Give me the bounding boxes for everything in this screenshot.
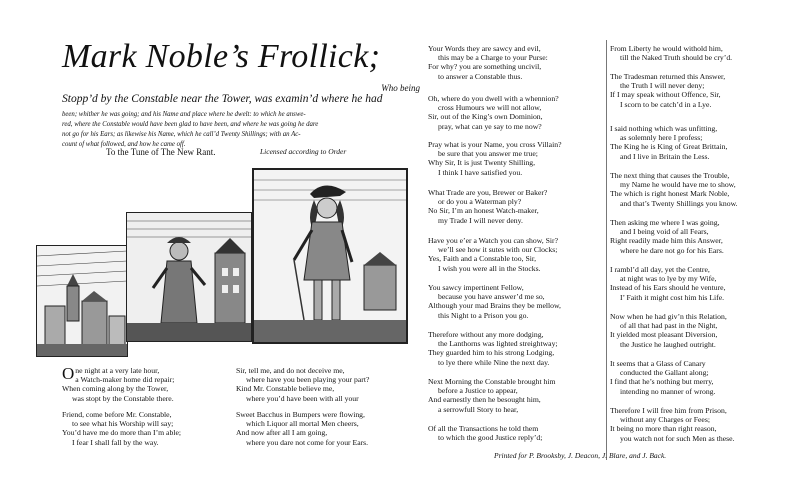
verse-line: be sure that you answer me true; bbox=[438, 149, 538, 159]
verse-line: a serrowfull Story to hear, bbox=[438, 404, 519, 414]
verse-line: ne night at a very late hour, bbox=[75, 366, 160, 375]
verse-line: my Trade I will never deny. bbox=[438, 215, 523, 225]
verse-line: You’d have me do more than I’m able; bbox=[62, 428, 181, 438]
verse-line: For why? you are something uncivil, bbox=[428, 62, 542, 72]
verse-line: No Sir, I’m an honest Watch-maker, bbox=[428, 206, 539, 216]
stanza bbox=[610, 359, 715, 396]
verse-line: Yes, Faith and a Constable too, Sir, bbox=[428, 254, 537, 264]
verse-line: I wish you were all in the Stocks. bbox=[438, 263, 541, 273]
verse-line: the Justice he laughed outright. bbox=[620, 339, 716, 349]
verse-line: Next Morning the Constable brought him bbox=[428, 377, 556, 386]
verse-line: pray, what can ye say to me now? bbox=[438, 121, 542, 131]
verse-line: which Liquor all mortal Men cheers, bbox=[246, 419, 359, 429]
verse-line: before a Justice to appear, bbox=[438, 386, 518, 396]
verse-line: cross Humours we will not allow, bbox=[438, 103, 542, 113]
description-line: count of what followed, and how he came off. bbox=[62, 141, 186, 148]
who-being-line: Who being bbox=[381, 83, 420, 93]
verse-line: You sawcy impertinent Fellow, bbox=[428, 283, 524, 292]
stanza bbox=[62, 410, 181, 447]
verse-line: where you dare not come for your Ears. bbox=[246, 437, 369, 447]
stanza bbox=[610, 265, 726, 302]
verse-line: I’ Faith it might cost him his Life. bbox=[620, 292, 725, 302]
verse-line: Sir, out of the King’s own Dominion, bbox=[428, 112, 543, 122]
license-line: Licensed according to Order bbox=[260, 147, 347, 156]
verse-line: my Name he would have me to show, bbox=[620, 180, 736, 190]
verse-line: It being no more than right reason, bbox=[610, 424, 717, 434]
column-divider bbox=[606, 40, 607, 460]
verse-line: to lye there while Nine the next day. bbox=[438, 357, 550, 367]
verse-line: or do you a Waterman ply? bbox=[438, 197, 522, 207]
verse-line: The next thing that causes the Trouble, bbox=[610, 171, 730, 180]
verse-line: And earnestly then he besought him, bbox=[428, 395, 541, 405]
verse-line: The which is right honest Mark Noble, bbox=[610, 189, 730, 199]
verse-line: I scorn to be catch’d in a Lye. bbox=[620, 99, 712, 109]
verse-line: the Truth I will never deny; bbox=[620, 81, 705, 91]
stanza bbox=[610, 218, 724, 255]
verse-line: where he dare not go for his Ears. bbox=[620, 245, 724, 255]
verse-line: Now when he had giv’n this Relation, bbox=[610, 312, 727, 321]
verse-line: When coming along by the Tower, bbox=[62, 384, 169, 394]
verse-line: Although your mad Brains they be mellow, bbox=[428, 301, 561, 311]
verse-line: this Night to a Prison you go. bbox=[438, 310, 529, 320]
ballad-title: Mark Noble’s Frollick; bbox=[62, 38, 381, 75]
verse-line: Then asking me where I was going, bbox=[610, 218, 720, 227]
stanza bbox=[428, 94, 559, 131]
verse-line: intending no manner of wrong. bbox=[620, 386, 716, 396]
verse-line: From Liberty he would withold him, bbox=[610, 44, 723, 53]
woodcut-town bbox=[36, 245, 128, 357]
stanza bbox=[428, 236, 558, 273]
stanza bbox=[610, 124, 727, 161]
printer-imprint: Printed for P. Brooksby, J. Deacon, J. Blare, and J. Back. bbox=[494, 451, 667, 460]
stanza bbox=[610, 171, 738, 208]
stanza bbox=[236, 366, 369, 403]
verse-line: The King he is King of Great Brittain, bbox=[610, 142, 728, 152]
ballad-subtitle: Stopp’d by the Constable near the Tower, was examin’d where he had bbox=[62, 93, 383, 105]
stanza bbox=[428, 377, 555, 414]
verse-line: I think I have satisfied you. bbox=[438, 167, 523, 177]
stanza bbox=[428, 283, 561, 320]
woodcut-gentleman bbox=[252, 168, 408, 344]
verse-line: the Lanthorns was lighted streightway; bbox=[438, 339, 558, 349]
verse-line: Friend, come before Mr. Constable, bbox=[62, 410, 172, 419]
stanza bbox=[428, 330, 558, 367]
verse-line: It yielded most pleasant Diversion, bbox=[610, 330, 718, 340]
verse-line: as solemnly here I profess; bbox=[620, 133, 703, 143]
verse-line: Oh, where do you dwell with a whennion? bbox=[428, 94, 559, 103]
verse-line: I said nothing which was unfitting, bbox=[610, 124, 718, 133]
verse-line: where you’d have been with all your bbox=[246, 393, 359, 403]
lady-illustration bbox=[127, 213, 251, 341]
verse-line: to answer a Constable thus. bbox=[438, 71, 523, 81]
verse-line: Why Sir, It is just Twenty Shilling, bbox=[428, 158, 536, 168]
description-line: been; whither he was going; and his Name and place where he dwelt: to which he answe- bbox=[62, 111, 306, 118]
verse-line: I find that he’s nothing but merry, bbox=[610, 377, 714, 387]
verse-line: and I live in Britain the Less. bbox=[620, 151, 710, 161]
verse-line: Right readily made him this Answer, bbox=[610, 236, 723, 246]
verse-line: Therefore without any more dodging, bbox=[428, 330, 544, 339]
stanza bbox=[428, 424, 542, 442]
stanza bbox=[428, 140, 561, 177]
woodcut-lady bbox=[126, 212, 252, 342]
verse-line: Have you e’er a Watch you can show, Sir? bbox=[428, 236, 559, 245]
verse-line: was stopt by the Constable there. bbox=[72, 393, 174, 403]
verse-line: without any Charges or Fees; bbox=[620, 415, 710, 425]
verse-line: Sir, tell me, and do not deceive me, bbox=[236, 366, 345, 375]
description-line: not go for his Ears; as likewise his Name, which he call’d Twenty Shillings; with an Ac- bbox=[62, 131, 301, 138]
town-illustration bbox=[37, 246, 127, 356]
gentleman-illustration bbox=[254, 170, 406, 342]
verse-line: If I may speak without Offence, Sir, bbox=[610, 90, 721, 100]
verse-line: Sweet Bacchus in Bumpers were flowing, bbox=[236, 410, 365, 419]
stanza bbox=[610, 406, 734, 443]
verse-line: And now after all I am going, bbox=[236, 428, 328, 438]
verse-line: The Tradesman returned this Answer, bbox=[610, 72, 726, 81]
verse-line: till the Naked Truth should be cry’d. bbox=[620, 53, 733, 63]
stanza bbox=[428, 188, 547, 225]
tune-line: To the Tune of The New Rant. bbox=[106, 147, 216, 157]
stanza bbox=[428, 44, 548, 81]
verse-line: of all that had past in the Night, bbox=[620, 321, 718, 331]
verse-line: Instead of his Ears should he venture, bbox=[610, 283, 726, 293]
verse-line: Of all the Transactions he told them bbox=[428, 424, 539, 433]
verse-line: It seems that a Glass of Canary bbox=[610, 359, 706, 368]
stanza bbox=[610, 44, 732, 62]
stanza bbox=[62, 366, 174, 403]
stanza bbox=[610, 72, 725, 109]
verse-line: and I being void of all Fears, bbox=[620, 227, 709, 237]
verse-line: at night was to lye by my Wife, bbox=[620, 274, 717, 284]
verse-line: What Trade are you, Brewer or Baker? bbox=[428, 188, 548, 197]
stanza bbox=[236, 410, 368, 447]
verse-line: Therefore I will free him from Prison, bbox=[610, 406, 727, 415]
verse-line: conducted the Gallant along; bbox=[620, 368, 709, 378]
verse-line: Your Words they are sawcy and evil, bbox=[428, 44, 541, 53]
verse-line: because you have answer’d me so, bbox=[438, 292, 545, 302]
verse-line: you watch not for such Men as these. bbox=[620, 433, 735, 443]
verse-line: to see what his Worship will say; bbox=[72, 419, 174, 429]
verse-line: we’ll see how it sutes with our Clocks; bbox=[438, 245, 558, 255]
verse-line: Pray what is your Name, you cross Villain? bbox=[428, 140, 562, 149]
verse-line: to which the good Justice reply’d; bbox=[438, 433, 543, 443]
verse-line: I rambl’d all day, yet the Centre, bbox=[610, 265, 710, 274]
verse-line: where have you been playing your part? bbox=[246, 375, 370, 385]
description-line: red, where the Constable would have been glad to have been, and where he was going he dare bbox=[62, 121, 319, 128]
verse-line: Kind Mr. Constable believe me, bbox=[236, 384, 335, 394]
drop-cap: O bbox=[62, 364, 75, 383]
verse-line: and that’s Twenty Shillings you know. bbox=[620, 198, 738, 208]
verse-line: I fear I shall fall by the way. bbox=[72, 437, 159, 447]
verse-line: this may be a Charge to your Purse: bbox=[438, 53, 548, 63]
stanza bbox=[610, 312, 727, 349]
ballad-description bbox=[62, 110, 407, 150]
verse-line: a Watch-maker home did repair; bbox=[75, 375, 175, 385]
verse-line: They guarded him to his strong Lodging, bbox=[428, 348, 555, 358]
